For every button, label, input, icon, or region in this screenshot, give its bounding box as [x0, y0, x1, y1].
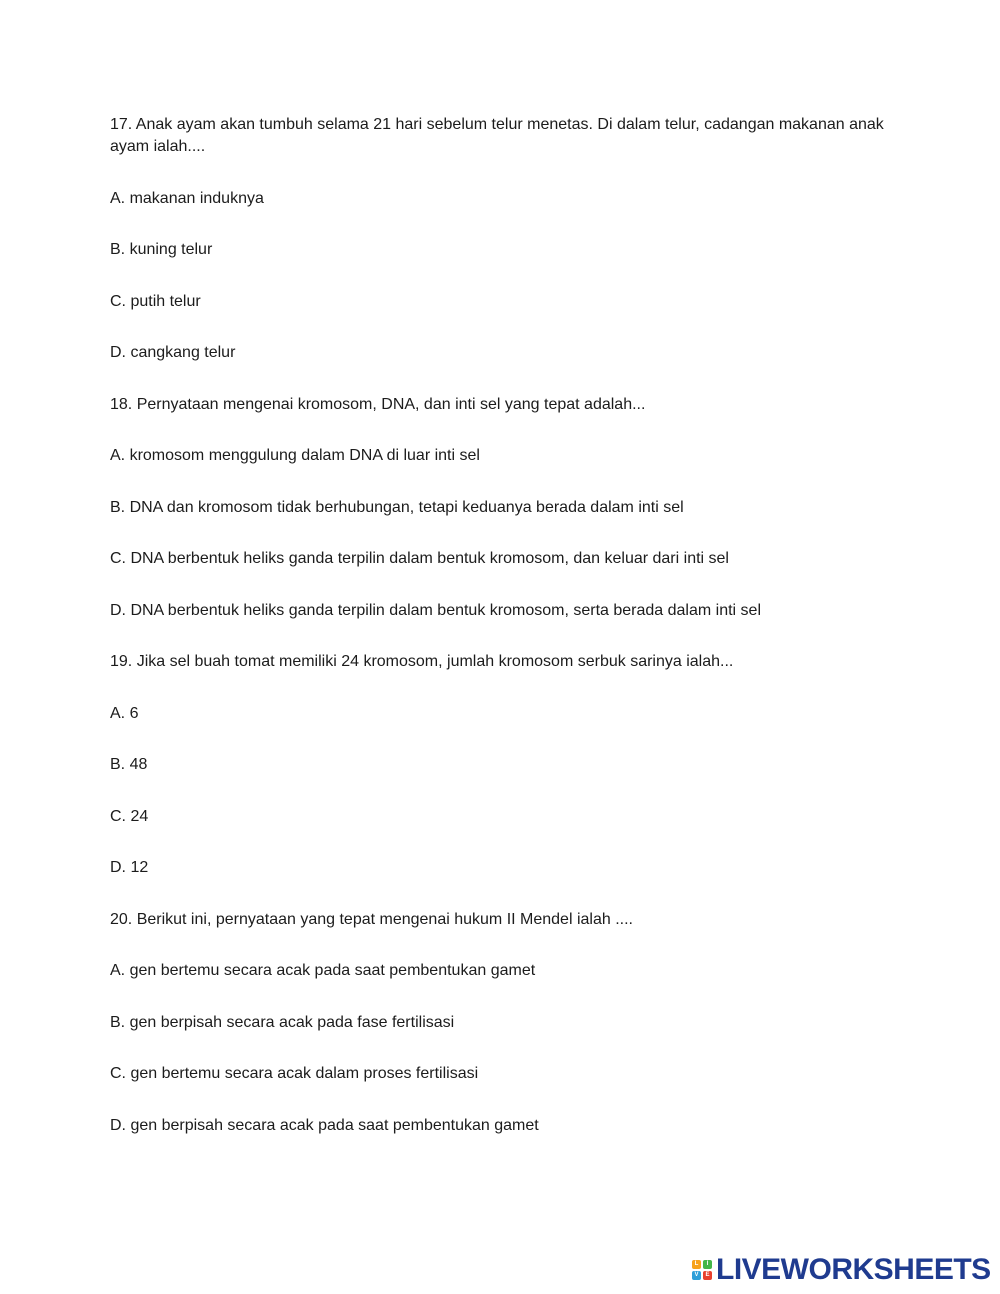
question-18-option-b: B. DNA dan kromosom tidak berhubungan, tetapi keduanya berada dalam inti sel [110, 498, 684, 516]
liveworksheets-logo [692, 1253, 991, 1287]
question-18-option-c: C. DNA berbentuk heliks ganda terpilin dalam bentuk kromosom, dan keluar dari inti sel [110, 550, 729, 567]
question-block-20 [110, 909, 890, 1137]
question-18-option-d: D. DNA berbentuk heliks ganda terpilin dalam bentuk kromosom, serta berada dalam inti sel [110, 601, 761, 619]
question-17-option-b: B. kuning telur [110, 241, 213, 258]
question-19-text: 19. Jika sel buah tomat memiliki 24 kromosom, jumlah kromosom serbuk sarinya ialah... [110, 653, 734, 670]
question-20-option-a: A. gen bertemu secara acak pada saat pembentukan gamet [110, 962, 536, 979]
question-17-option-c: C. putih telur [110, 292, 201, 310]
question-17-text: 17. Anak ayam akan tumbuh selama 21 hari sebelum telur menetas. Di dalam telur, cadangan makanan anak ayam ialah.... [110, 116, 884, 155]
logo-tile-l: L [692, 1260, 701, 1269]
question-17-option-d: D. cangkang telur [110, 344, 236, 361]
question-19-option-b: B. 48 [110, 756, 148, 773]
question-block-19 [110, 651, 890, 879]
question-block-17 [110, 114, 890, 364]
question-19-option-a: A. 6 [110, 704, 139, 722]
question-18-text: 18. Pernyataan mengenai kromosom, DNA, dan inti sel yang tepat adalah... [110, 395, 646, 413]
question-19-option-c: C. 24 [110, 807, 149, 825]
question-20-option-b: B. gen berpisah secara acak pada fase fertilisasi [110, 1013, 455, 1031]
question-block-18 [110, 394, 890, 622]
liveworksheets-icon [692, 1260, 712, 1280]
logo-tile-e: E [703, 1271, 712, 1280]
logo-tile-i: I [703, 1260, 712, 1269]
question-17-option-a: A. makanan induknya [110, 189, 264, 207]
worksheet [110, 114, 890, 1166]
question-18-option-a: A. kromosom menggulung dalam DNA di luar inti sel [110, 447, 480, 464]
question-20-text: 20. Berikut ini, pernyataan yang tepat mengenai hukum II Mendel ialah .... [110, 910, 633, 928]
logo-tile-v: V [692, 1271, 701, 1280]
question-20-option-c: C. gen bertemu secara acak dalam proses fertilisasi [110, 1065, 479, 1082]
question-20-option-d: D. gen berpisah secara acak pada saat pembentukan gamet [110, 1116, 539, 1134]
logo-text: LIVEWORKSHEETS [716, 1253, 991, 1286]
question-19-option-d: D. 12 [110, 859, 149, 876]
